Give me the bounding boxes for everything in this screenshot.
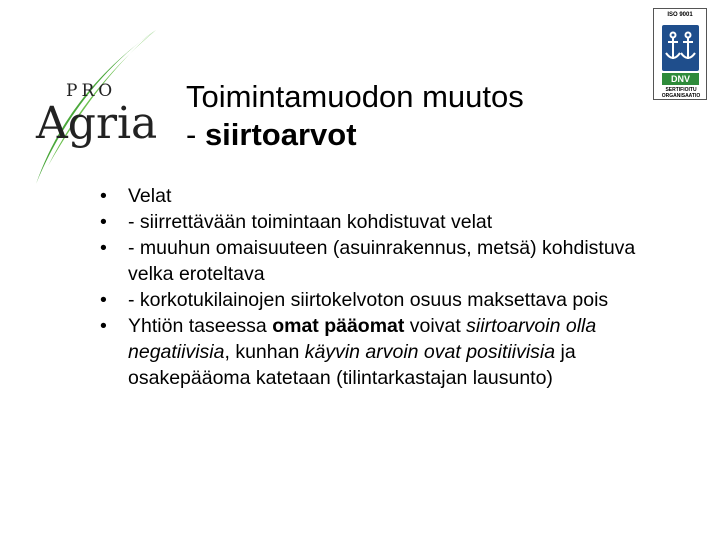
bullet-text-part: - korkotukilainojen siirtokelvoton osuus maksettava pois — [128, 289, 609, 311]
bullet-text-part: - muuhun omaisuuteen (asuinrakennus, metsä) kohdistuva velka eroteltava — [128, 237, 636, 285]
logo-pro-text: PRO — [66, 81, 117, 101]
bullet-text-part: , kunhan — [224, 341, 305, 363]
iso-certificate-badge — [653, 8, 707, 100]
cert-dnv-text: DNV — [662, 73, 699, 85]
anchor-icon — [662, 25, 699, 71]
cert-iso-text: ISO 9001 — [667, 12, 693, 18]
slide-title — [186, 78, 524, 154]
bullet-text-part: siirtoarvoin olla negatiivisia — [128, 315, 597, 363]
bullet-text-part: Yhtiön taseessa — [128, 315, 273, 337]
proagria-logo — [28, 26, 168, 186]
bullet-item — [100, 287, 660, 313]
title-line-1: Toimintamuodon muutos — [186, 79, 524, 114]
bullet-list — [100, 183, 660, 391]
cert-bottom-text: SERTIFIOITU ORGANISAATIO — [661, 87, 701, 99]
bullet-text-part: Velat — [128, 185, 172, 207]
bullet-text-part: voivat — [404, 315, 467, 337]
bullet-text-part: käyvin arvoin ovat positiivisia — [304, 341, 556, 363]
bullet-text-part: - siirrettävään toimintaan kohdistuvat velat — [128, 211, 493, 233]
bullet-text-part: ja osakepääoma katetaan (tilintarkastajan lausunto) — [128, 341, 576, 389]
bullet-item — [100, 209, 660, 235]
title-line-2 — [186, 116, 524, 154]
title-dash: - — [186, 117, 205, 152]
bullet-text-part: omat pääomat — [272, 315, 405, 337]
bullet-item — [100, 235, 660, 287]
title-bold: siirtoarvot — [204, 117, 357, 152]
bullet-item — [100, 313, 660, 391]
logo-agria-text: Agria — [36, 98, 158, 149]
bullet-item — [100, 183, 660, 209]
